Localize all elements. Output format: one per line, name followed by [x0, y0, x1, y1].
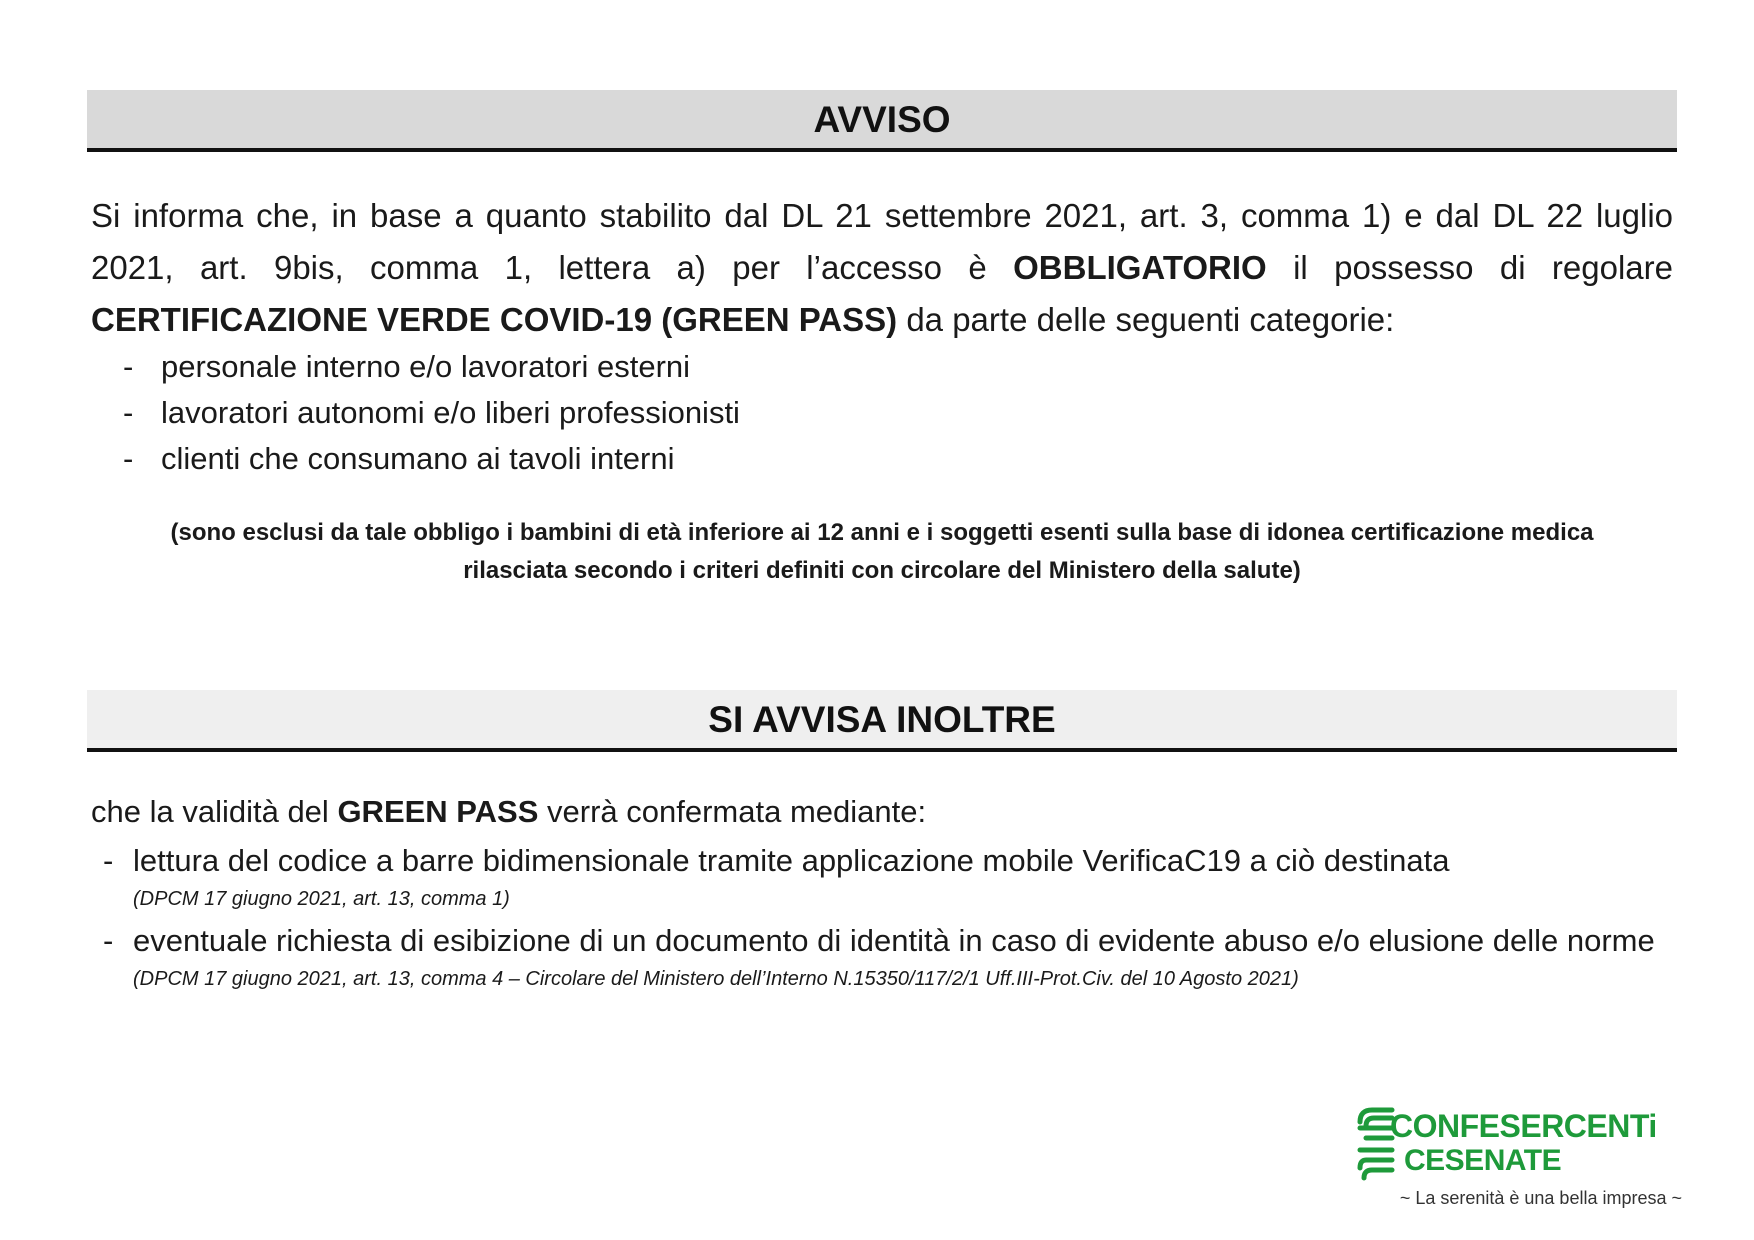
categories-list: [123, 344, 740, 482]
exemption-note: [87, 514, 1677, 590]
intro-text-a: Si informa che, in base a quanto stabilito dal DL 21 settembre 2021, art. 3, comma 1) e dal DL 22 luglio 2021, art. 9bis, comma 1, lettera a) per l’accesso è: [91, 197, 1673, 286]
logo-line-2: CESENATE: [1404, 1144, 1562, 1177]
validity-bold-green-pass: GREEN PASS: [337, 794, 539, 829]
methods-list: [103, 838, 1661, 998]
intro-bold-certificazione: CERTIFICAZIONE VERDE COVID-19 (GREEN PASS): [91, 301, 898, 338]
list-item: [123, 390, 740, 436]
dash-bullet: -: [123, 395, 134, 430]
header-title: SI AVVISA INOLTRE: [708, 699, 1056, 740]
list-item: [103, 838, 1661, 914]
dash-bullet: -: [103, 843, 114, 878]
method-body: [133, 918, 1661, 994]
intro-text-b: il possesso di regolare: [1266, 249, 1673, 286]
dash-bullet: -: [123, 349, 134, 384]
confesercenti-logo: [1352, 1102, 1682, 1222]
method-reference: (DPCM 17 giugno 2021, art. 13, comma 4 – Circolare del Ministero dell’Interno N.15350/117/2/1 Uff.III-Prot.Civ. del 10 Agosto 2021): [133, 968, 1299, 990]
method-text: eventuale richiesta di esibizione di un documento di identità in caso di evidente abuso e/o elusione delle norme: [133, 923, 1655, 958]
logo-line-1: CONFESERCENTi: [1390, 1108, 1657, 1144]
validity-text-b: verrà confermata mediante:: [538, 794, 927, 829]
header-title: AVVISO: [813, 99, 951, 140]
validity-paragraph: [91, 790, 926, 834]
intro-text-c: da parte delle seguenti categorie:: [897, 301, 1395, 338]
list-item-label: lavoratori autonomi e/o liberi professionisti: [161, 395, 740, 430]
method-text: lettura del codice a barre bidimensionale tramite applicazione mobile VerificaC19 a ciò destinata: [133, 843, 1450, 878]
dash-bullet: -: [123, 441, 134, 476]
method-reference: (DPCM 17 giugno 2021, art. 13, comma 1): [133, 888, 510, 910]
dash-bullet: -: [103, 923, 114, 958]
list-item: [123, 344, 740, 390]
list-item: [123, 436, 740, 482]
intro-bold-obbligatorio: OBBLIGATORIO: [1013, 249, 1267, 286]
validity-text-a: che la validità del: [91, 794, 338, 829]
logo-tagline: ~ La serenità è una bella impresa ~: [1399, 1188, 1682, 1208]
section-header-avviso: [87, 90, 1677, 152]
list-item-label: personale interno e/o lavoratori esterni: [161, 349, 691, 384]
method-body: [133, 838, 1661, 914]
list-item: [103, 918, 1661, 994]
note-line-2: rilasciata secondo i criteri definiti con circolare del Ministero della salute): [463, 557, 1301, 584]
intro-paragraph: [91, 190, 1673, 346]
list-item-label: clienti che consumano ai tavoli interni: [161, 441, 675, 476]
note-line-1: (sono esclusi da tale obbligo i bambini di età inferiore ai 12 anni e i soggetti esenti sulla base di idonea certificazione medica: [170, 519, 1594, 546]
section-header-inoltre: [87, 690, 1677, 752]
